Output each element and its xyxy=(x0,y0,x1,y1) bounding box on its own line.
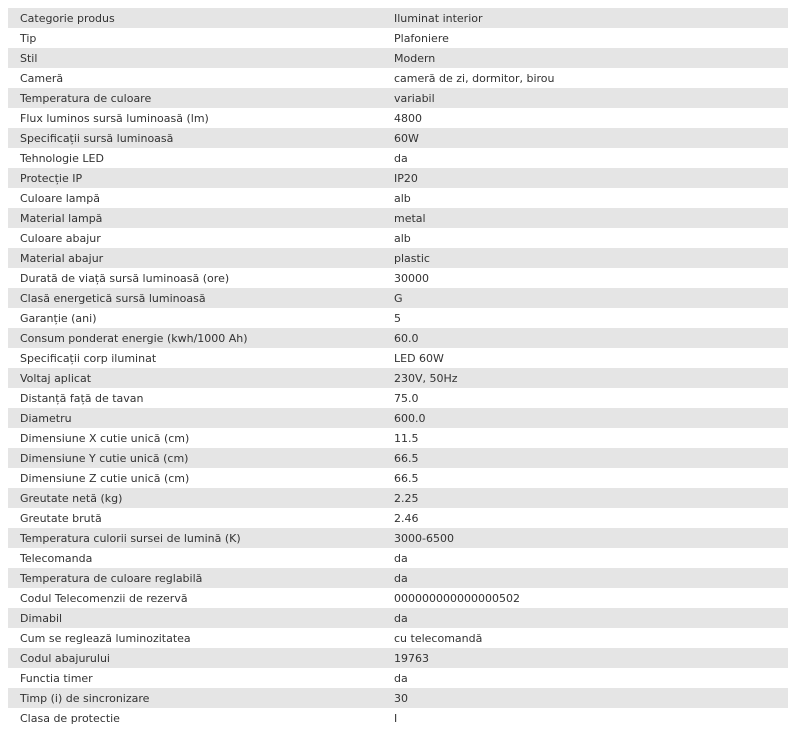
spec-label: Durată de viață sursă luminoasă (ore) xyxy=(20,271,230,285)
spec-label: Specificații sursă luminoasă xyxy=(20,131,174,145)
spec-value: Modern xyxy=(394,51,436,65)
spec-value: 30 xyxy=(394,691,408,705)
spec-value: da xyxy=(394,611,408,625)
spec-value: 4800 xyxy=(394,111,422,125)
spec-row xyxy=(8,208,788,228)
spec-row xyxy=(8,588,788,608)
spec-value: 11.5 xyxy=(394,431,419,445)
spec-row xyxy=(8,128,788,148)
spec-label: Codul Telecomenzii de rezervă xyxy=(20,591,188,605)
spec-value: 60.0 xyxy=(394,331,419,345)
spec-row xyxy=(8,548,788,568)
spec-label: Temperatura culorii sursei de lumină (K) xyxy=(20,531,241,545)
spec-row xyxy=(8,708,788,728)
spec-row xyxy=(8,268,788,288)
spec-label: Specificații corp iluminat xyxy=(20,351,157,365)
spec-value: G xyxy=(394,291,403,305)
spec-label: Diametru xyxy=(20,411,72,425)
spec-row xyxy=(8,608,788,628)
spec-value: da xyxy=(394,151,408,165)
spec-label: Culoare lampă xyxy=(20,191,100,205)
spec-row xyxy=(8,648,788,668)
spec-row xyxy=(8,668,788,688)
spec-row xyxy=(8,508,788,528)
spec-value: 30000 xyxy=(394,271,429,285)
spec-row xyxy=(8,688,788,708)
spec-row xyxy=(8,248,788,268)
spec-label: Telecomanda xyxy=(20,551,93,565)
spec-value: alb xyxy=(394,191,411,205)
spec-row xyxy=(8,448,788,468)
spec-value: metal xyxy=(394,211,426,225)
spec-row xyxy=(8,328,788,348)
spec-value: cameră de zi, dormitor, birou xyxy=(394,71,555,85)
spec-value: da xyxy=(394,551,408,565)
spec-value: plastic xyxy=(394,251,430,265)
spec-row xyxy=(8,308,788,328)
spec-row xyxy=(8,108,788,128)
spec-row xyxy=(8,348,788,368)
spec-value: 230V, 50Hz xyxy=(394,371,458,385)
spec-row xyxy=(8,88,788,108)
spec-row xyxy=(8,368,788,388)
spec-label: Material abajur xyxy=(20,251,104,265)
spec-label: Functia timer xyxy=(20,671,93,685)
spec-label: Tehnologie LED xyxy=(20,151,104,165)
spec-row xyxy=(8,148,788,168)
spec-value: 2.46 xyxy=(394,511,419,525)
spec-label: Tip xyxy=(20,31,37,45)
spec-label: Voltaj aplicat xyxy=(20,371,92,385)
spec-row xyxy=(8,628,788,648)
spec-row xyxy=(8,408,788,428)
spec-row xyxy=(8,48,788,68)
spec-value: LED 60W xyxy=(394,351,444,365)
spec-value: da xyxy=(394,571,408,585)
spec-label: Dimabil xyxy=(20,611,63,625)
specifications-table xyxy=(8,8,788,728)
spec-label: Protecție IP xyxy=(20,171,83,185)
spec-row xyxy=(8,488,788,508)
spec-row xyxy=(8,568,788,588)
spec-value: 5 xyxy=(394,311,401,325)
spec-label: Material lampă xyxy=(20,211,103,225)
spec-value: 66.5 xyxy=(394,451,419,465)
spec-label: Distanță față de tavan xyxy=(20,391,144,405)
spec-label: Flux luminos sursă luminoasă (lm) xyxy=(20,111,209,125)
spec-label: Dimensiune X cutie unică (cm) xyxy=(20,431,190,445)
spec-row xyxy=(8,388,788,408)
spec-value: 000000000000000502 xyxy=(394,591,520,605)
spec-value: 3000-6500 xyxy=(394,531,454,545)
spec-label: Clasa de protectie xyxy=(20,711,120,725)
spec-value: variabil xyxy=(394,91,435,105)
spec-row xyxy=(8,468,788,488)
spec-label: Temperatura de culoare xyxy=(20,91,152,105)
spec-value: alb xyxy=(394,231,411,245)
spec-value: Iluminat interior xyxy=(394,11,483,25)
spec-row xyxy=(8,428,788,448)
spec-value: da xyxy=(394,671,408,685)
spec-row xyxy=(8,228,788,248)
spec-row xyxy=(8,68,788,88)
spec-row xyxy=(8,188,788,208)
spec-label: Cum se reglează luminozitatea xyxy=(20,631,191,645)
spec-value: Plafoniere xyxy=(394,31,449,45)
spec-label: Consum ponderat energie (kwh/1000 Ah) xyxy=(20,331,248,345)
spec-label: Dimensiune Y cutie unică (cm) xyxy=(20,451,189,465)
spec-row xyxy=(8,528,788,548)
spec-value: IP20 xyxy=(394,171,418,185)
spec-label: Culoare abajur xyxy=(20,231,101,245)
spec-value: 19763 xyxy=(394,651,429,665)
spec-value: cu telecomandă xyxy=(394,631,483,645)
spec-label: Categorie produs xyxy=(20,11,115,25)
spec-label: Clasă energetică sursă luminoasă xyxy=(20,291,206,305)
spec-row xyxy=(8,168,788,188)
spec-row xyxy=(8,8,788,28)
spec-label: Temperatura de culoare reglabilă xyxy=(20,571,203,585)
spec-value: 600.0 xyxy=(394,411,426,425)
spec-row xyxy=(8,28,788,48)
spec-label: Timp (i) de sincronizare xyxy=(20,691,150,705)
spec-label: Cameră xyxy=(20,71,64,85)
spec-label: Codul abajurului xyxy=(20,651,110,665)
spec-label: Greutate netă (kg) xyxy=(20,491,123,505)
spec-value: 75.0 xyxy=(394,391,419,405)
spec-label: Garanție (ani) xyxy=(20,311,97,325)
spec-row xyxy=(8,288,788,308)
spec-label: Greutate brută xyxy=(20,511,102,525)
spec-value: 66.5 xyxy=(394,471,419,485)
spec-label: Dimensiune Z cutie unică (cm) xyxy=(20,471,190,485)
spec-value: I xyxy=(394,711,398,725)
spec-value: 60W xyxy=(394,131,419,145)
spec-label: Stil xyxy=(20,51,38,65)
spec-value: 2.25 xyxy=(394,491,419,505)
